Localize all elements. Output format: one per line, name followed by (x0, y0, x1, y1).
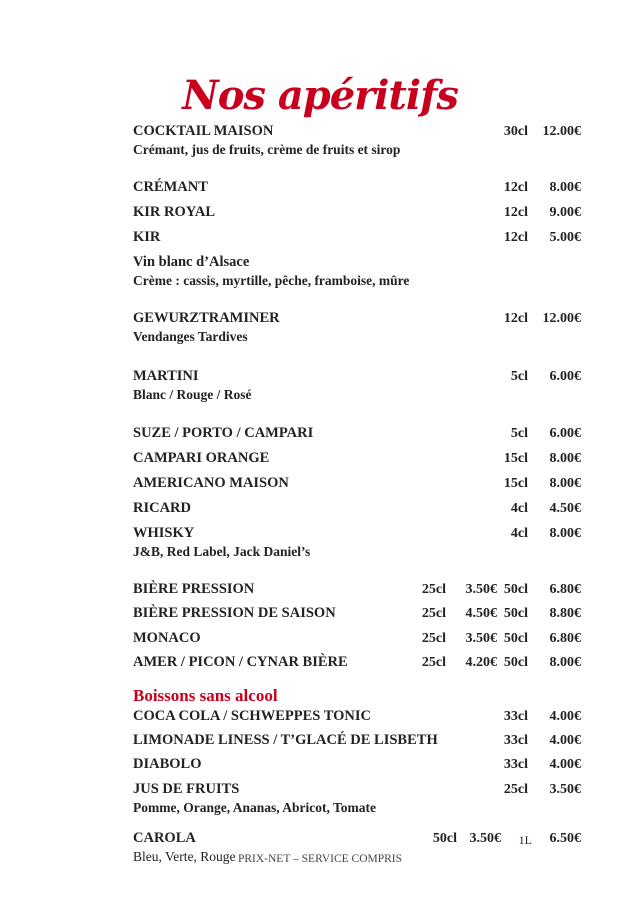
menu-item (133, 450, 583, 470)
menu-item (133, 732, 583, 752)
menu-item (133, 254, 583, 288)
item-name: AMERICANO MAISON (133, 475, 289, 491)
item-small-price: 4.50€ (465, 606, 497, 621)
item-volume: 50cl (503, 606, 528, 621)
menu-item (133, 229, 583, 249)
item-small-price: 3.50€ (465, 631, 497, 646)
item-name: DIABOLO (133, 756, 202, 772)
item-small-volume: 25cl (421, 631, 446, 646)
menu-item (133, 500, 583, 520)
menu-item (133, 708, 583, 728)
menu-item (133, 654, 583, 674)
item-price: 5.00€ (549, 230, 581, 245)
item-volume: 4cl (510, 501, 528, 516)
item-price: 8.00€ (549, 476, 581, 491)
menu-item (133, 581, 583, 601)
footer-note: PRIX-NET – SERVICE COMPRIS (237, 853, 403, 865)
item-name: CAROLA (133, 830, 196, 846)
item-volume: 12cl (503, 230, 528, 245)
menu-item (133, 310, 583, 344)
item-price: 6.00€ (549, 369, 581, 384)
item-price: 8.00€ (549, 526, 581, 541)
item-volume: 15cl (503, 451, 528, 466)
item-volume: 30cl (503, 124, 528, 139)
item-price: 4.00€ (549, 757, 581, 772)
item-volume: 25cl (503, 782, 528, 797)
menu-item (133, 630, 583, 650)
item-small-volume: 25cl (421, 655, 446, 670)
menu-item (133, 123, 583, 157)
item-small-price: 4.20€ (465, 655, 497, 670)
item-name: WHISKY (133, 525, 195, 541)
item-description: J&B, Red Label, Jack Daniel’s (133, 544, 311, 559)
item-price: 4.00€ (549, 709, 581, 724)
item-volume: 5cl (510, 426, 528, 441)
item-volume: 15cl (503, 476, 528, 491)
item-volume: 12cl (503, 180, 528, 195)
item-volume: 33cl (503, 757, 528, 772)
item-small-price: 3.50€ (465, 582, 497, 597)
item-name: KIR ROYAL (133, 204, 216, 220)
menu-item (133, 605, 583, 625)
item-name: CAMPARI ORANGE (133, 450, 270, 466)
item-small-volume: 25cl (421, 582, 446, 597)
item-price: 6.80€ (549, 631, 581, 646)
item-volume: 12cl (503, 311, 528, 326)
item-name: Vin blanc d’Alsace (133, 254, 250, 270)
item-price: 3.50€ (549, 782, 581, 797)
item-name: MONACO (133, 630, 201, 646)
item-small-volume: 25cl (421, 606, 446, 621)
item-name: KIR (133, 229, 161, 245)
menu-title: Nos apéritifs (182, 72, 458, 119)
item-description: Vendanges Tardives (133, 329, 248, 344)
item-price: 12.00€ (542, 124, 581, 139)
item-name: COCKTAIL MAISON (133, 123, 274, 139)
menu-item (133, 425, 583, 445)
item-price: 8.00€ (549, 180, 581, 195)
item-name: CRÉMANT (133, 179, 208, 195)
item-volume: 50cl (503, 655, 528, 670)
item-name: MARTINI (133, 368, 199, 384)
menu-item (133, 525, 583, 559)
item-volume: 50cl (503, 582, 528, 597)
item-price: 9.00€ (549, 205, 581, 220)
menu-item (133, 475, 583, 495)
item-volume: 1L (518, 833, 532, 847)
item-volume: 33cl (503, 733, 528, 748)
item-volume: 33cl (503, 709, 528, 724)
item-price: 6.80€ (549, 582, 581, 597)
item-name: SUZE / PORTO / CAMPARI (133, 425, 314, 441)
menu-item (133, 781, 583, 815)
item-volume: 50cl (503, 631, 528, 646)
item-price: 4.50€ (549, 501, 581, 516)
item-name: BIÈRE PRESSION DE SAISON (133, 605, 336, 621)
item-description: Pomme, Orange, Ananas, Abricot, Tomate (133, 800, 376, 815)
item-description: Crème : cassis, myrtille, pêche, framboise, mûre (133, 273, 410, 288)
item-name: GEWURZTRAMINER (133, 310, 280, 326)
item-name: JUS DE FRUITS (133, 781, 240, 797)
item-name: BIÈRE PRESSION (133, 581, 255, 597)
menu-item (133, 368, 583, 402)
item-small-price: 3.50€ (469, 831, 501, 846)
item-volume: 5cl (510, 369, 528, 384)
menu-item (133, 756, 583, 776)
item-small-volume: 50cl (432, 831, 457, 846)
item-price: 6.00€ (549, 426, 581, 441)
item-description: Crémant, jus de fruits, crème de fruits et sirop (133, 142, 401, 157)
item-name: AMER / PICON / CYNAR BIÈRE (133, 654, 348, 670)
item-description: Blanc / Rouge / Rosé (133, 387, 252, 402)
item-volume: 4cl (510, 526, 528, 541)
item-price: 8.00€ (549, 655, 581, 670)
item-price: 12.00€ (542, 311, 581, 326)
item-volume: 12cl (503, 205, 528, 220)
menu-item (133, 204, 583, 224)
item-price: 4.00€ (549, 733, 581, 748)
item-price: 8.80€ (549, 606, 581, 621)
item-price: 8.00€ (549, 451, 581, 466)
menu-item (133, 179, 583, 199)
item-name: COCA COLA / SCHWEPPES TONIC (133, 708, 371, 724)
item-price: 6.50€ (549, 831, 581, 846)
item-description: Bleu, Verte, Rouge (133, 849, 236, 864)
section-heading-soft-drinks: Boissons sans alcool (133, 686, 278, 705)
item-name: RICARD (133, 500, 191, 516)
item-name: LIMONADE LINESS / T’GLACÉ DE LISBETH (133, 732, 438, 748)
